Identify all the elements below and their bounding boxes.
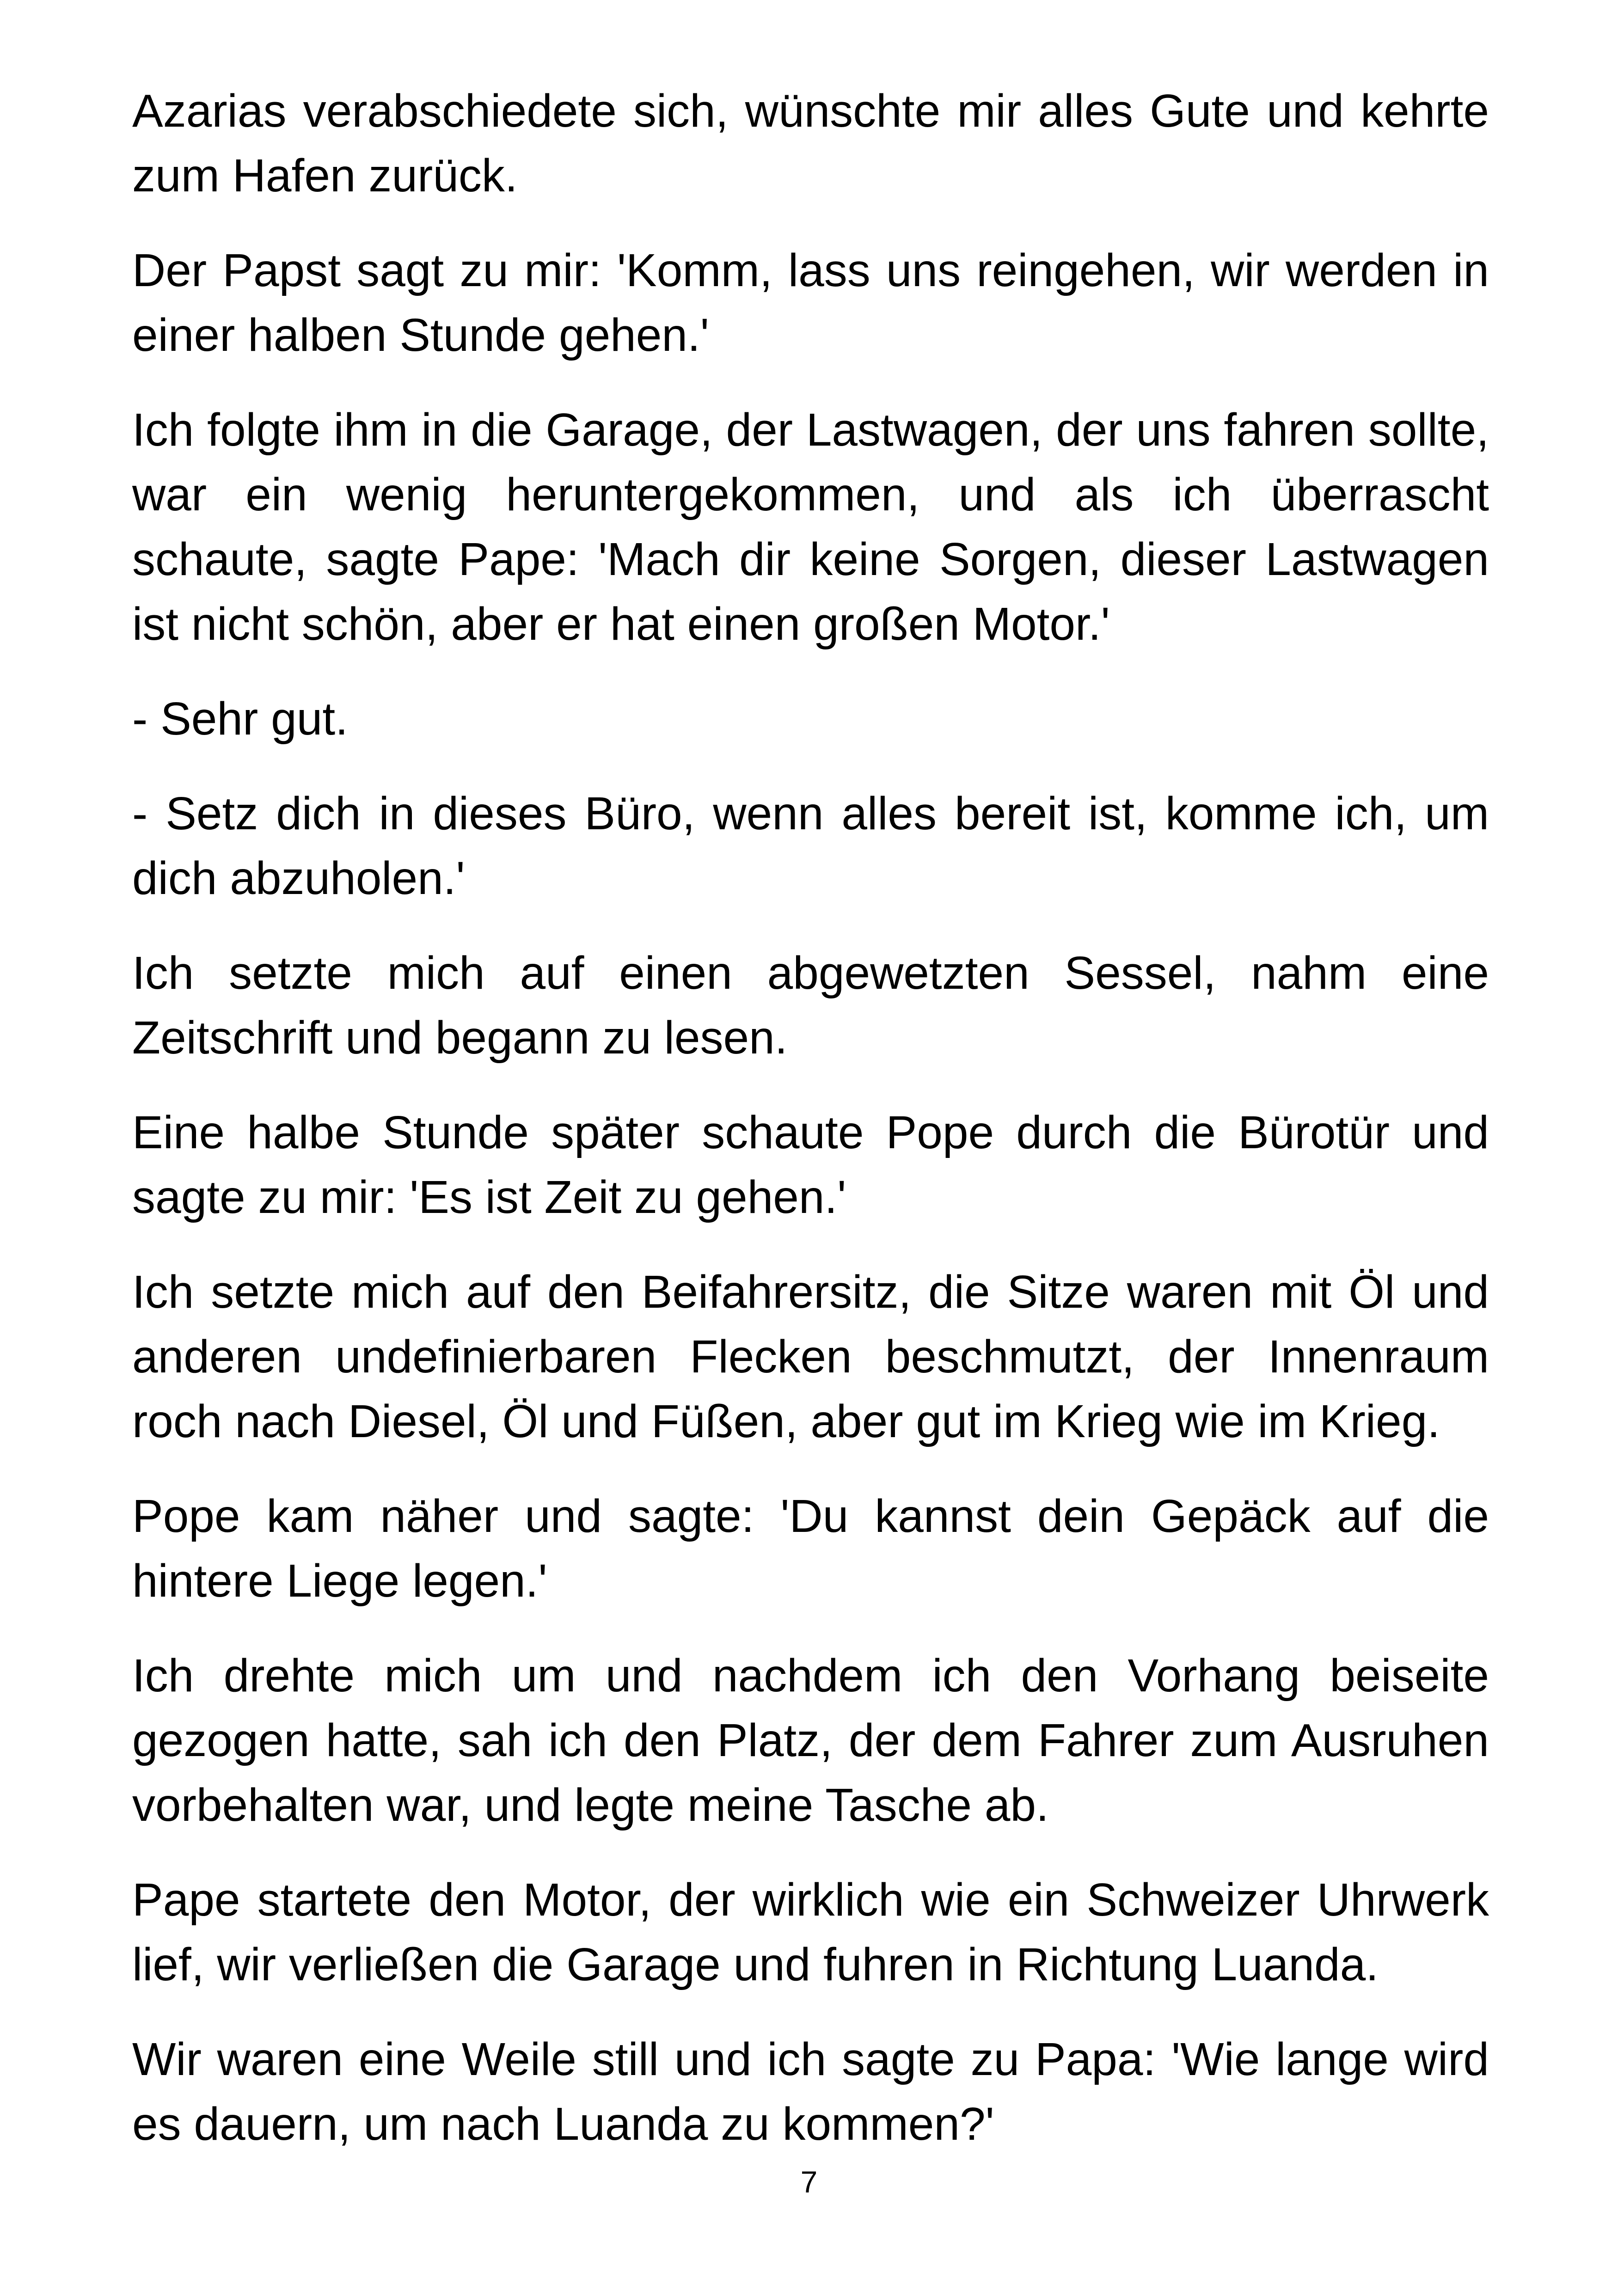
paragraph: Wir waren eine Weile still und ich sagte zu Papa: 'Wie lange wird es dauern, um nach Luanda zu kommen?' [132, 2033, 1489, 2150]
paragraph: Pope kam näher und sagte: 'Du kannst dein Gepäck auf die hintere Liege legen.' [132, 1490, 1489, 1607]
paragraph: Ich drehte mich um und nachdem ich den Vorhang beiseite gezogen hatte, sah ich den Platz, der dem Fahrer zum Ausruhen vorbehalten war, und legte meine Tasche ab. [132, 1650, 1489, 1831]
paragraph: Ich folgte ihm in die Garage, der Lastwagen, der uns fahren sollte, war ein wenig heruntergekommen, und als ich überrascht schaute, sagte Pape: 'Mach dir keine Sorgen, dieser Lastwagen ist nicht schön, aber er hat einen großen Motor.' [132, 404, 1489, 650]
paragraph: - Setz dich in dieses Büro, wenn alles bereit ist, komme ich, um dich abzuholen.' [132, 788, 1489, 904]
body-text [132, 79, 1489, 2186]
paragraph: Eine halbe Stunde später schaute Pope durch die Bürotür und sagte zu mir: 'Es ist Zeit zu gehen.' [132, 1107, 1489, 1223]
paragraph: Ich setzte mich auf einen abgewetzten Sessel, nahm eine Zeitschrift und begann zu lesen. [132, 947, 1489, 1064]
page-number: 7 [800, 2165, 818, 2199]
paragraph: Ich setzte mich auf den Beifahrersitz, die Sitze waren mit Öl und anderen undefinierbaren Flecken beschmutzt, der Innenraum roch nach Diesel, Öl und Füßen, aber gut im Krieg wie im Krieg. [132, 1266, 1489, 1447]
paragraph: Azarias verabschiedete sich, wünschte mir alles Gute und kehrte zum Hafen zurück. [132, 85, 1489, 202]
paragraph: Der Papst sagt zu mir: 'Komm, lass uns reingehen, wir werden in einer halben Stunde gehen.' [132, 245, 1489, 361]
paragraph: - Sehr gut. [132, 693, 348, 745]
paragraph: Pape startete den Motor, der wirklich wie ein Schweizer Uhrwerk lief, wir verließen die Garage und fuhren in Richtung Luanda. [132, 1874, 1489, 1990]
